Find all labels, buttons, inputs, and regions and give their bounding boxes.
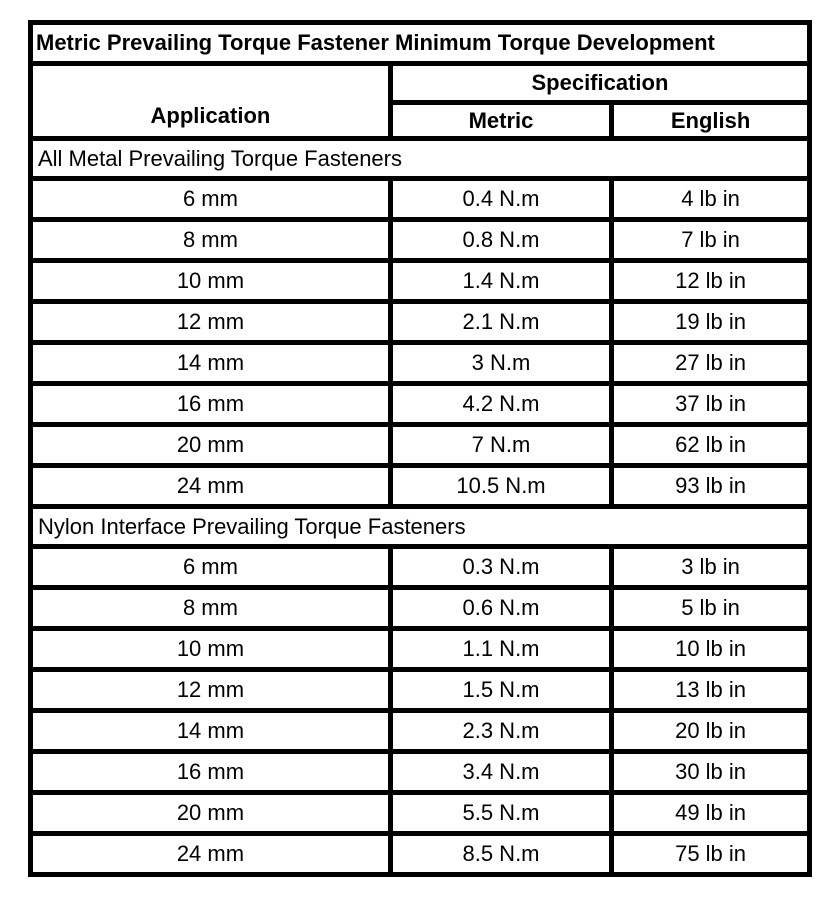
application-cell: 8 mm (31, 588, 391, 629)
section-header-row (31, 507, 810, 547)
english-value-cell: 37 lb in (612, 384, 810, 425)
application-cell: 12 mm (31, 670, 391, 711)
table-row (31, 711, 810, 752)
table-body (31, 23, 810, 875)
table-row (31, 629, 810, 670)
section-header-label: All Metal Prevailing Torque Fasteners (31, 139, 810, 179)
metric-value-cell: 5.5 N.m (390, 793, 611, 834)
metric-value-cell: 0.8 N.m (390, 220, 611, 261)
english-value-cell: 93 lb in (612, 466, 810, 507)
table-row (31, 343, 810, 384)
english-value-cell: 20 lb in (612, 711, 810, 752)
torque-spec-table (28, 20, 812, 877)
column-header-metric: Metric (390, 103, 611, 139)
metric-value-cell: 2.1 N.m (390, 302, 611, 343)
english-value-cell: 7 lb in (612, 220, 810, 261)
english-value-cell: 30 lb in (612, 752, 810, 793)
application-cell: 14 mm (31, 711, 391, 752)
application-cell: 16 mm (31, 384, 391, 425)
table-row (31, 834, 810, 875)
table-row (31, 793, 810, 834)
metric-value-cell: 3 N.m (390, 343, 611, 384)
metric-value-cell: 1.1 N.m (390, 629, 611, 670)
english-value-cell: 13 lb in (612, 670, 810, 711)
table-title-row (31, 23, 810, 64)
section-header-label: Nylon Interface Prevailing Torque Fasteners (31, 507, 810, 547)
metric-value-cell: 1.5 N.m (390, 670, 611, 711)
column-header-specification: Specification (390, 64, 809, 103)
application-cell: 6 mm (31, 179, 391, 220)
table-row (31, 752, 810, 793)
english-value-cell: 49 lb in (612, 793, 810, 834)
english-value-cell: 27 lb in (612, 343, 810, 384)
table-row (31, 179, 810, 220)
column-header-application: Application (31, 64, 391, 139)
metric-value-cell: 0.3 N.m (390, 547, 611, 588)
application-cell: 6 mm (31, 547, 391, 588)
application-cell: 16 mm (31, 752, 391, 793)
metric-value-cell: 1.4 N.m (390, 261, 611, 302)
table-row (31, 670, 810, 711)
table-title: Metric Prevailing Torque Fastener Minimum Torque Development (31, 23, 810, 64)
metric-value-cell: 3.4 N.m (390, 752, 611, 793)
english-value-cell: 62 lb in (612, 425, 810, 466)
section-header-row (31, 139, 810, 179)
column-header-english: English (612, 103, 810, 139)
metric-value-cell: 10.5 N.m (390, 466, 611, 507)
table-row (31, 384, 810, 425)
metric-value-cell: 8.5 N.m (390, 834, 611, 875)
english-value-cell: 75 lb in (612, 834, 810, 875)
application-cell: 12 mm (31, 302, 391, 343)
table-row (31, 466, 810, 507)
table-row (31, 220, 810, 261)
application-cell: 10 mm (31, 629, 391, 670)
table-row (31, 302, 810, 343)
application-cell: 20 mm (31, 793, 391, 834)
english-value-cell: 10 lb in (612, 629, 810, 670)
english-value-cell: 4 lb in (612, 179, 810, 220)
metric-value-cell: 4.2 N.m (390, 384, 611, 425)
english-value-cell: 5 lb in (612, 588, 810, 629)
english-value-cell: 12 lb in (612, 261, 810, 302)
english-value-cell: 19 lb in (612, 302, 810, 343)
application-cell: 8 mm (31, 220, 391, 261)
application-cell: 14 mm (31, 343, 391, 384)
table-row (31, 547, 810, 588)
metric-value-cell: 0.6 N.m (390, 588, 611, 629)
table-row (31, 425, 810, 466)
header-row-top (31, 64, 810, 103)
application-cell: 24 mm (31, 834, 391, 875)
english-value-cell: 3 lb in (612, 547, 810, 588)
metric-value-cell: 7 N.m (390, 425, 611, 466)
application-cell: 10 mm (31, 261, 391, 302)
metric-value-cell: 2.3 N.m (390, 711, 611, 752)
table-row (31, 588, 810, 629)
table-row (31, 261, 810, 302)
application-cell: 24 mm (31, 466, 391, 507)
metric-value-cell: 0.4 N.m (390, 179, 611, 220)
application-cell: 20 mm (31, 425, 391, 466)
